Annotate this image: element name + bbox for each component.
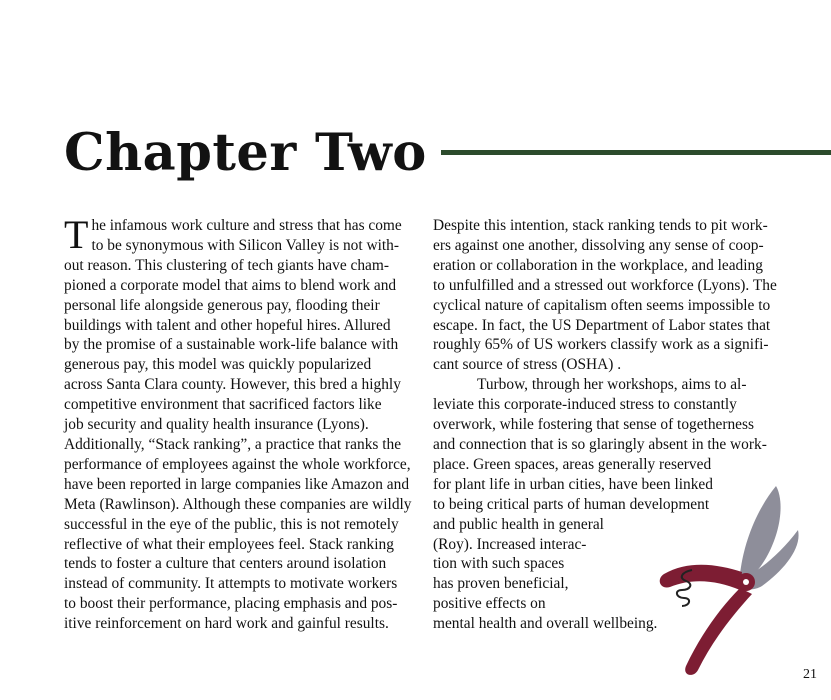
text-line: Meta (Rawlinson). Although these companies are wildly (64, 495, 412, 513)
text-line: and public health in general (433, 515, 604, 533)
text-line: have been reported in large companies like Amazon and (64, 475, 410, 493)
text-line: reflective of what their employees feel. Stack ranking (64, 535, 394, 553)
text-line: for plant life in urban cities, have been linked (433, 475, 713, 493)
title-rule (441, 150, 831, 155)
text-line: overwork, while fostering that sense of togetherness (433, 416, 754, 434)
text-line: ers against one another, dissolving any sense of coop- (433, 236, 764, 254)
text-line: pioned a corporate model that aims to blend work and (64, 276, 397, 294)
text-line: successful in the eye of the public, this is not remotely (64, 515, 399, 533)
text-line: he infamous work culture and stress that has come (91, 217, 402, 234)
text-line: positive effects on (433, 595, 546, 613)
pruning-shears-icon (656, 478, 806, 678)
text-line: Despite this intention, stack ranking tends to pit work- (433, 217, 768, 234)
text-line: cyclical nature of capitalism often seems impossible to (433, 296, 771, 314)
text-line: competitive environment that sacrificed factors like (64, 396, 382, 414)
text-line: across Santa Clara county. However, this bred a highly (64, 376, 401, 394)
text-line: Turbow, through her workshops, aims to al- (477, 376, 747, 394)
left-paragraph (64, 212, 420, 634)
text-line: tends to foster a culture that centers around isolation (64, 555, 387, 573)
text-line: mental health and overall wellbeing. (433, 615, 658, 633)
text-line: cant source of stress (OSHA) . (433, 356, 622, 374)
text-line: roughly 65% of US workers classify work as a signifi- (433, 336, 769, 354)
text-line: eration or collaboration in the workplace, and leading (433, 256, 763, 274)
text-line: generous pay, this model was quickly popularized (64, 356, 372, 374)
left-column (64, 212, 420, 634)
text-line: buildings with talent and other hopeful hires. Allured (64, 316, 391, 334)
drop-cap: T (64, 212, 89, 257)
text-line: personal life alongside generous pay, flooding their (64, 296, 380, 314)
right-paragraph-1 (433, 216, 787, 375)
text-line: (Roy). Increased interac- (433, 535, 587, 553)
text-line: by the promise of a sustainable work-life balance with (64, 336, 399, 354)
text-line: out reason. This clustering of tech giants have cham- (64, 256, 389, 274)
text-line: and connection that is so glaringly absent in the work- (433, 435, 767, 453)
text-line: tion with such spaces (433, 555, 565, 573)
page-number: 21 (803, 667, 817, 682)
text-line: has proven beneficial, (433, 575, 569, 593)
text-line: performance of employees against the whole workforce, (64, 455, 411, 473)
text-line: place. Green spaces, areas generally reserved (433, 455, 712, 473)
text-line: escape. In fact, the US Department of Labor states that (433, 316, 771, 334)
chapter-title: Chapter Two (64, 123, 427, 183)
text-line: leviate this corporate-induced stress to constantly (433, 396, 737, 414)
text-line: to unfulfilled and a stressed out workforce (Lyons). The (433, 276, 777, 294)
text-line: to being critical parts of human development (433, 495, 710, 513)
chapter-header (64, 122, 831, 192)
text-line: to be synonymous with Silicon Valley is not with- (91, 236, 399, 254)
text-line: Additionally, “Stack ranking”, a practice that ranks the (64, 435, 402, 453)
text-line: to boost their performance, placing emphasis and pos- (64, 595, 398, 613)
text-line: itive reinforcement on hard work and gainful results. (64, 615, 389, 633)
text-line: instead of community. It attempts to motivate workers (64, 575, 398, 593)
text-line: job security and quality health insurance (Lyons). (64, 416, 369, 434)
